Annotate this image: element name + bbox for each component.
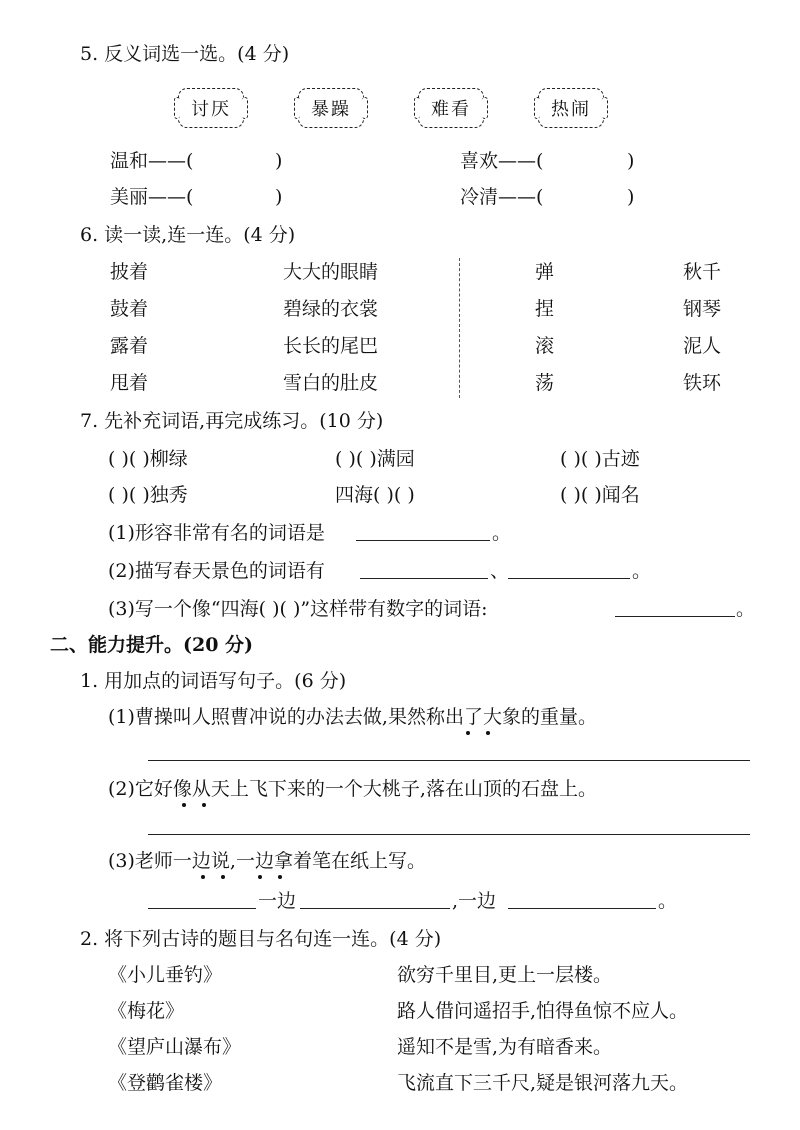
- q7-sub3: (3)写一个像“四海( )( )”这样带有数字的词语:: [108, 598, 488, 620]
- q6-col3-item: 捏: [535, 298, 555, 320]
- p2-poem-title: 《望庐山瀑布》: [108, 1036, 242, 1058]
- p1-s3-label-b: ,一边: [452, 890, 497, 912]
- emphasis-dot: [202, 803, 206, 807]
- p1-sentence-1: (1)曹操叫人照曹冲说的办法去做,果然称出了大象的重量。: [108, 706, 597, 728]
- q7-idiom: 四海( )( ): [335, 484, 415, 506]
- q7-sub3-end: 。: [736, 598, 756, 620]
- q6-col1-item: 鼓着: [110, 298, 149, 320]
- p1-answer-line-1[interactable]: [148, 760, 750, 761]
- emphasis-dot: [486, 731, 490, 735]
- emphasis-dot: [466, 731, 470, 735]
- q7-idiom: ( )( )古迹: [560, 448, 640, 470]
- q6-col2-item: 大大的眼睛: [283, 261, 379, 283]
- q6-col4-item: 泥人: [683, 335, 722, 357]
- p1-s3-blank-1[interactable]: [148, 908, 256, 909]
- q5-option: 难看: [431, 99, 471, 120]
- q6-col3-item: 滚: [535, 335, 555, 357]
- q5-row1-left: 温和——(: [110, 150, 194, 172]
- emphasis-dot: [278, 875, 282, 879]
- q7-idiom: ( )( )闻名: [560, 484, 640, 506]
- p1-sentence-3: (3)老师一边说,一边拿着笔在纸上写。: [108, 850, 426, 872]
- q6-divider: [459, 258, 460, 398]
- q5-option-box: [538, 88, 604, 128]
- q7-sub2-end: 。: [632, 560, 652, 582]
- p1-s3-end: 。: [658, 890, 678, 912]
- q5-option-box: [298, 88, 364, 128]
- q6-col2-item: 雪白的肚皮: [283, 372, 379, 394]
- q7-sub2-blank-1[interactable]: [360, 578, 488, 579]
- q6-title: 6. 读一读,连一连。(4 分): [80, 224, 296, 246]
- q6-col1-item: 披着: [110, 261, 149, 283]
- p2-poem-line: 路人借问遥招手,怕得鱼惊不应人。: [397, 1000, 689, 1022]
- q7-idiom: ( )( )柳绿: [108, 448, 188, 470]
- q7-sub2-sep: 、: [490, 560, 510, 582]
- q7-idiom: ( )( )满园: [335, 448, 415, 470]
- q6-col4-item: 秋千: [683, 261, 722, 283]
- q5-title: 5. 反义词选一选。(4 分): [80, 43, 290, 65]
- q7-sub1-blank[interactable]: [356, 540, 490, 541]
- q5-option: 暴躁: [311, 99, 351, 120]
- q5-row2-left-close: ): [275, 186, 283, 208]
- p1-answer-line-2[interactable]: [148, 834, 750, 835]
- q5-row2-right: 冷清——(: [460, 186, 544, 208]
- p2-poem-line: 遥知不是雪,为有暗香来。: [397, 1036, 613, 1058]
- q5-row1-left-close: ): [275, 150, 283, 172]
- q5-row2-right-close: ): [627, 186, 635, 208]
- q5-row2-left: 美丽——(: [110, 186, 194, 208]
- p2-poem-line: 欲穷千里目,更上一层楼。: [397, 964, 613, 986]
- q7-title: 7. 先补充词语,再完成练习。(10 分): [80, 410, 384, 432]
- q6-col1-item: 甩着: [110, 372, 149, 394]
- q6-col2-item: 碧绿的衣裳: [283, 298, 379, 320]
- p1-title: 1. 用加点的词语写句子。(6 分): [80, 670, 347, 692]
- q6-col3-item: 弹: [535, 261, 555, 283]
- q6-col4-item: 钢琴: [683, 298, 722, 320]
- p1-s3-blank-3[interactable]: [508, 908, 656, 909]
- q7-idiom: ( )( )独秀: [108, 484, 188, 506]
- q7-sub2-blank-2[interactable]: [508, 578, 630, 579]
- q6-col4-item: 铁环: [683, 372, 722, 394]
- p2-title: 2. 将下列古诗的题目与名句连一连。(4 分): [80, 928, 442, 950]
- emphasis-dot: [201, 875, 205, 879]
- q6-col3-item: 荡: [535, 372, 555, 394]
- q7-sub1: (1)形容非常有名的词语是: [108, 522, 325, 544]
- p2-poem-line: 飞流直下三千尺,疑是银河落九天。: [397, 1072, 689, 1094]
- emphasis-dot: [258, 875, 262, 879]
- emphasis-dot: [221, 875, 225, 879]
- part2-title: 二、能力提升。(20 分): [50, 634, 254, 656]
- q5-option: 讨厌: [191, 99, 231, 120]
- q5-option-box: [178, 88, 244, 128]
- q5-option-box: [418, 88, 484, 128]
- p1-s3-label-a: 一边: [258, 890, 297, 912]
- q6-col2-item: 长长的尾巴: [283, 335, 379, 357]
- emphasis-dot: [182, 803, 186, 807]
- q5-row1-right: 喜欢——(: [460, 150, 544, 172]
- q7-sub2: (2)描写春天景色的词语有: [108, 560, 325, 582]
- q5-option: 热闹: [551, 99, 591, 120]
- p1-s3-blank-2[interactable]: [300, 908, 450, 909]
- p2-poem-title: 《梅花》: [108, 1000, 185, 1022]
- q7-sub1-end: 。: [492, 522, 512, 544]
- p1-sentence-2: (2)它好像从天上飞下来的一个大桃子,落在山顶的石盘上。: [108, 778, 597, 800]
- p2-poem-title: 《小儿垂钓》: [108, 964, 223, 986]
- q7-sub3-blank[interactable]: [615, 616, 735, 617]
- q5-row1-right-close: ): [627, 150, 635, 172]
- q6-col1-item: 露着: [110, 335, 149, 357]
- p2-poem-title: 《登鹳雀楼》: [108, 1072, 223, 1094]
